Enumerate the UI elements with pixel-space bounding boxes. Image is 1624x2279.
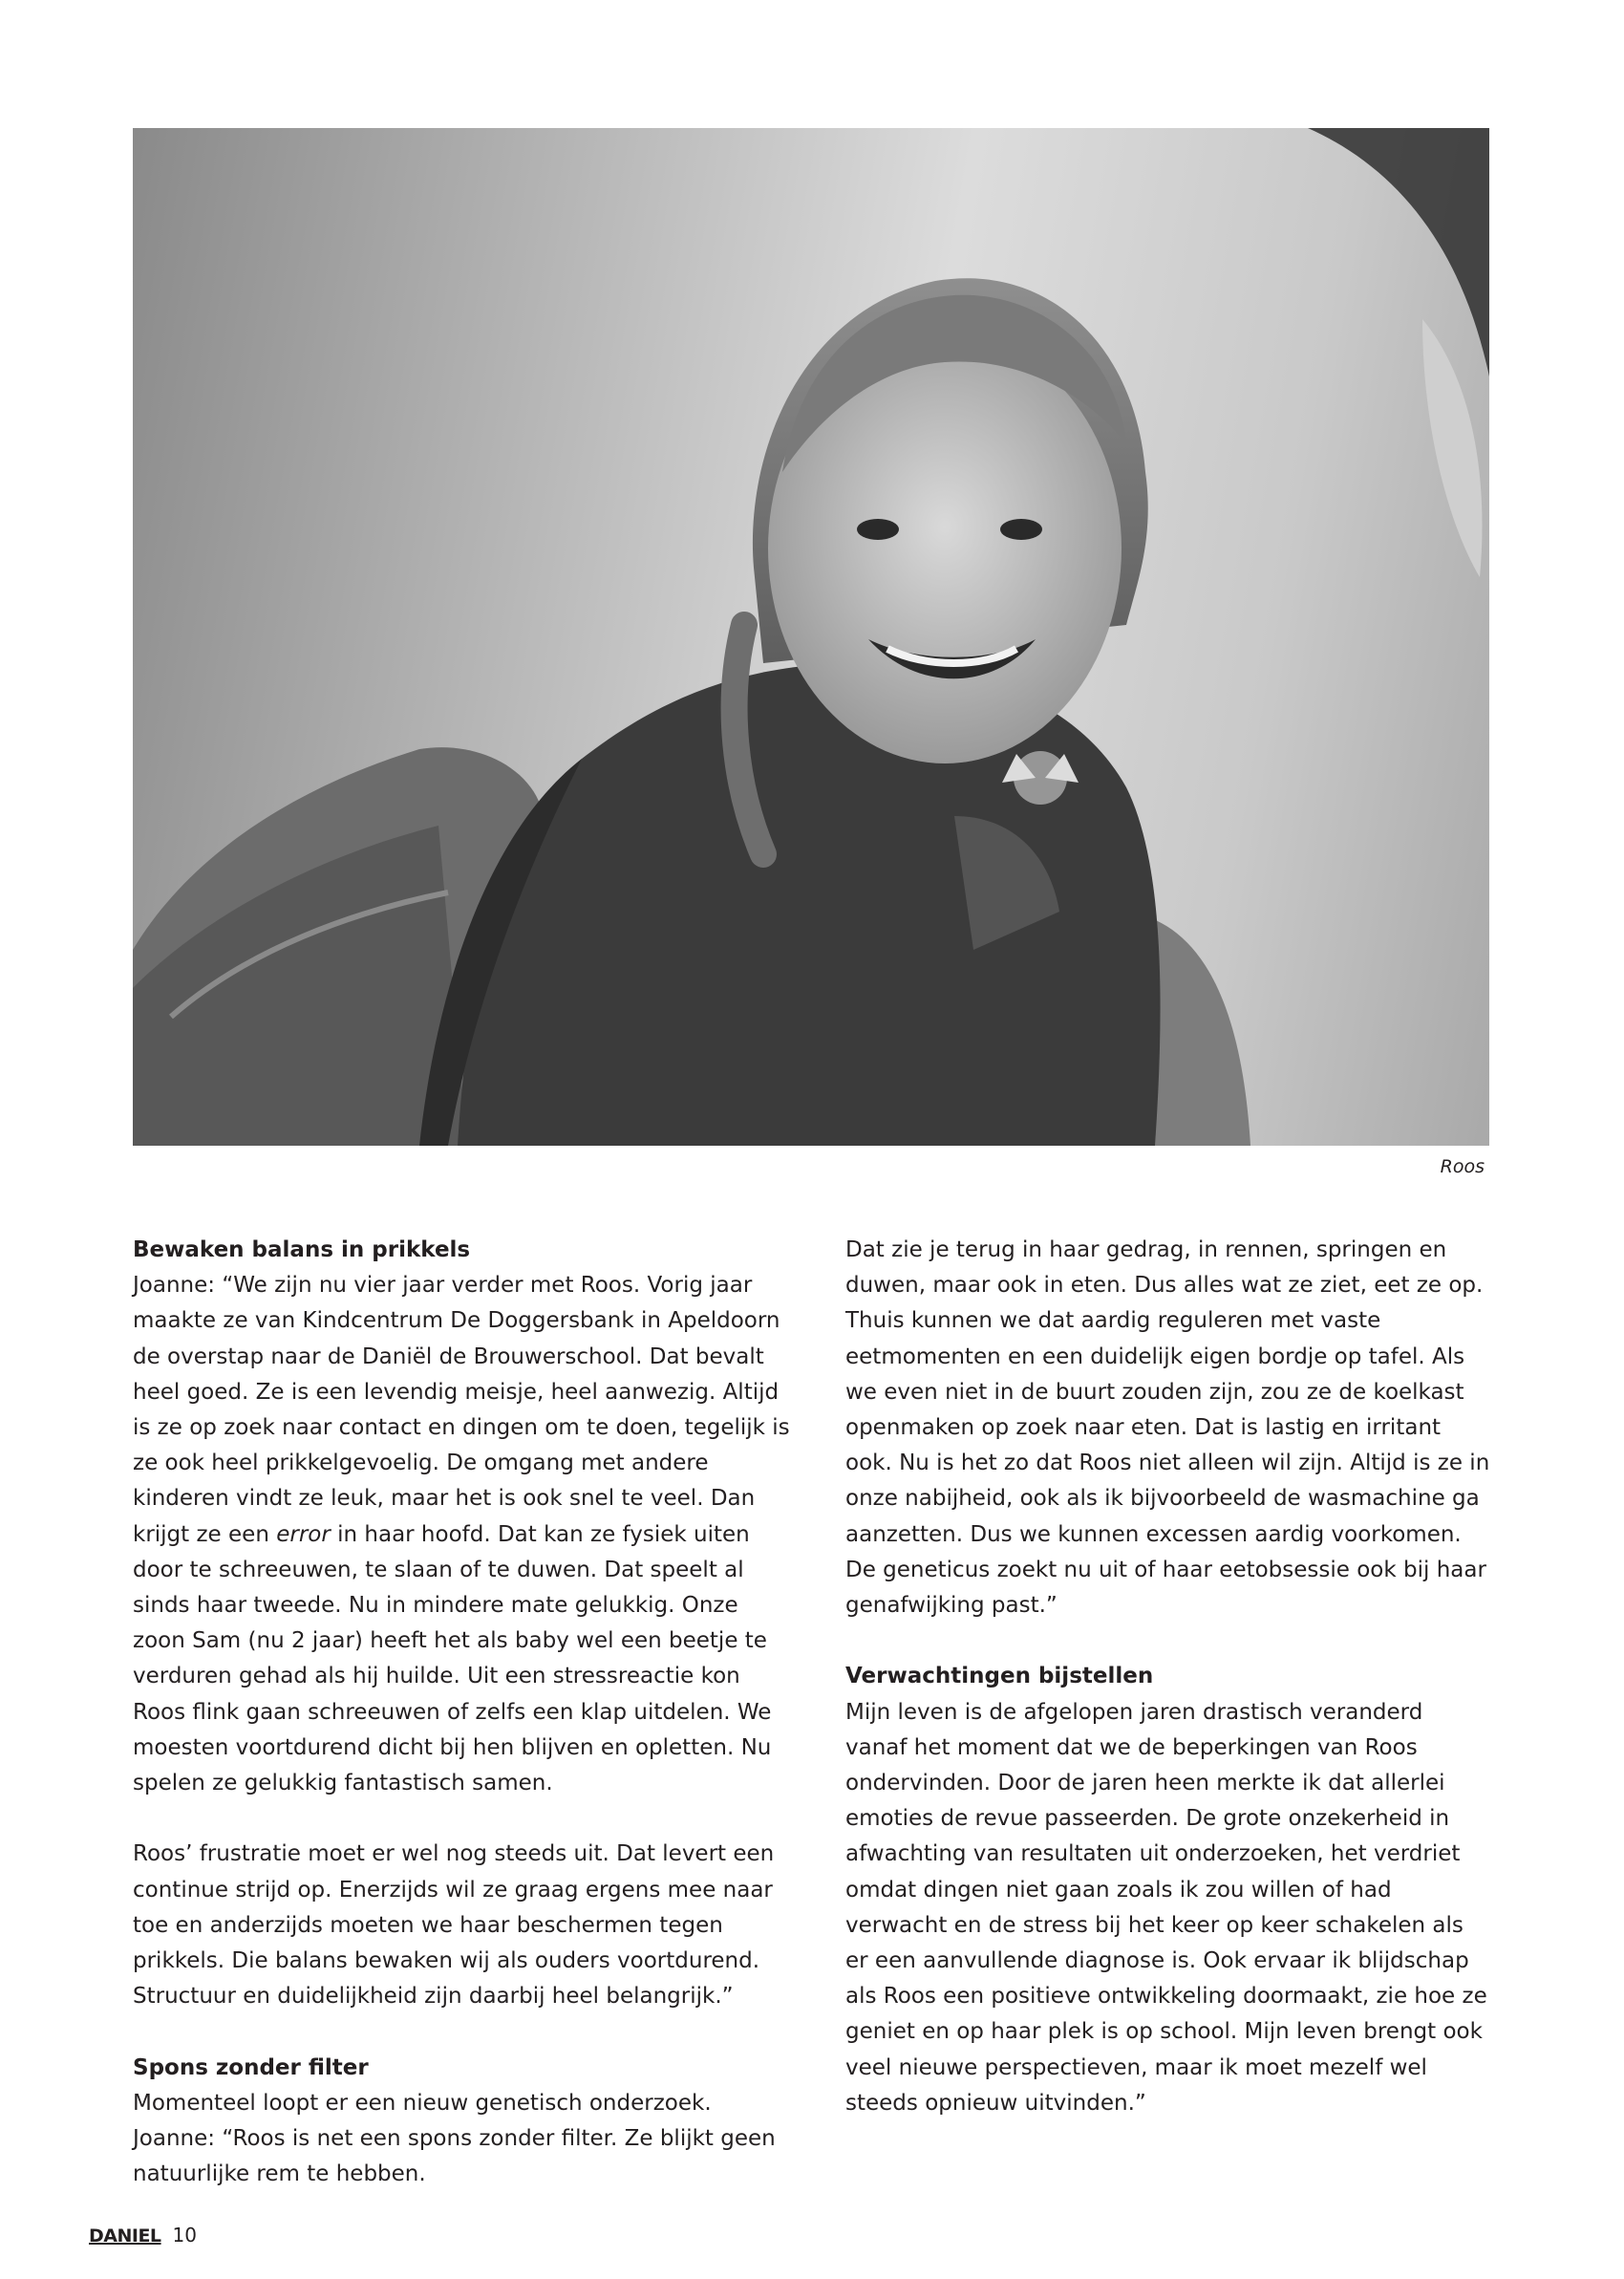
page-footer	[89, 2224, 197, 2247]
body-text: Joanne: “We zijn nu vier jaar verder met Roos. Vorig jaar maakte ze van Kindcentrum De Doggersbank in Apeldoorn de overstap naar de Daniël de Brouwerschool. Dat bevalt heel goed. Ze is een levendig meisje, heel aanwezig. Altijd is ze op zoek naar contact en dingen om te doen, tegelijk is ze ook heel prikkelgevoelig. De omgang met andere kinderen vindt ze leuk, maar het is ook snel te veel. Dan krijgt ze een	[133, 1273, 790, 1547]
body-text: Momenteel loopt er een nieuw genetisch onderzoek. Joanne: “Roos is net een spons zonder filter. Ze blijkt geen natuurlijke rem te hebben.	[133, 2090, 776, 2187]
section-spons-zonder-filter	[133, 2051, 792, 2193]
section-heading: Verwachtingen bijstellen	[845, 1664, 1154, 1689]
photo-caption: Roos	[1440, 1156, 1485, 1177]
page-number: 10	[172, 2224, 197, 2247]
portrait-photo	[133, 128, 1489, 1146]
brand-logo: DANIEL	[89, 2225, 161, 2247]
body-text: Mijn leven is de afgelopen jaren drastisch veranderd vanaf het moment dat we de beperkingen van Roos ondervinden. Door de jaren heen merkte ik dat allerlei emoties de revue passeerden. De grote onzekerheid in afwachting van resultaten uit onderzoeken, het verdriet omdat dingen niet gaan zoals ik zou willen of had verwacht en de stress bij het keer op keer schakelen als er een aanvullende diagnose is. Ook ervaar ik blijdschap als Roos een positieve ontwikkeling doormaakt, zie hoe ze geniet en op haar plek is op school. Mijn leven brengt ook veel nieuwe perspectieven, maar ik moet mezelf wel steeds opnieuw uitvinden.”	[845, 1699, 1487, 2116]
paragraph: Roos’ frustratie moet er wel nog steeds uit. Dat levert een continue strijd op. Enerzijds wil ze graag ergens mee naar toe en anderzijds moeten we haar beschermen tegen prikkels. Die balans bewaken wij als ouders voortdurend. Structuur en duidelijkheid zijn daarbij heel belangrijk.”	[133, 1841, 775, 2010]
emphasis-text: error	[276, 1521, 331, 1547]
paragraph: Dat zie je terug in haar gedrag, in rennen, springen en duwen, maar ook in eten. Dus alles wat ze ziet, eet ze op. Thuis kunnen we dat aardig reguleren met vaste eetmomenten en een duidelijk eigen bordje op tafel. Als we even niet in de buurt zouden zijn, zou ze de koelkast openmaken op zoek naar eten. Dat is lastig en irritant ook. Nu is het zo dat Roos niet alleen wil zijn. Altijd is ze in onze nabijheid, ook als ik bijvoorbeeld de wasmachine ga aanzetten. Dus we kunnen excessen aardig voorkomen. De geneticus zoekt nu uit of haar eetobsessie ook bij haar genafwijking past.”	[845, 1237, 1490, 1619]
portrait-illustration	[133, 128, 1489, 1146]
section-heading: Bewaken balans in prikkels	[133, 1237, 471, 1262]
section-bewaken-balans	[133, 1233, 792, 1801]
left-column	[133, 1233, 792, 2192]
section-verwachtingen-bijstellen	[845, 1659, 1491, 2121]
right-column	[845, 1233, 1491, 2121]
section-heading: Spons zonder filter	[133, 2054, 369, 2080]
body-text: in haar hoofd. Dat kan ze fysiek uiten door te schreeuwen, te slaan of te duwen. Dat speelt al sinds haar tweede. Nu in mindere mate gelukkig. Onze zoon Sam (nu 2 jaar) heeft het als baby wel een beetje te verduren gehad als hij huilde. Uit een stressreactie kon Roos flink gaan schreeuwen of zelfs een klap uitdelen. We moesten voortdurend dicht bij hen blijven en opletten. Nu spelen ze gelukkig fantastisch samen.	[133, 1521, 772, 1796]
